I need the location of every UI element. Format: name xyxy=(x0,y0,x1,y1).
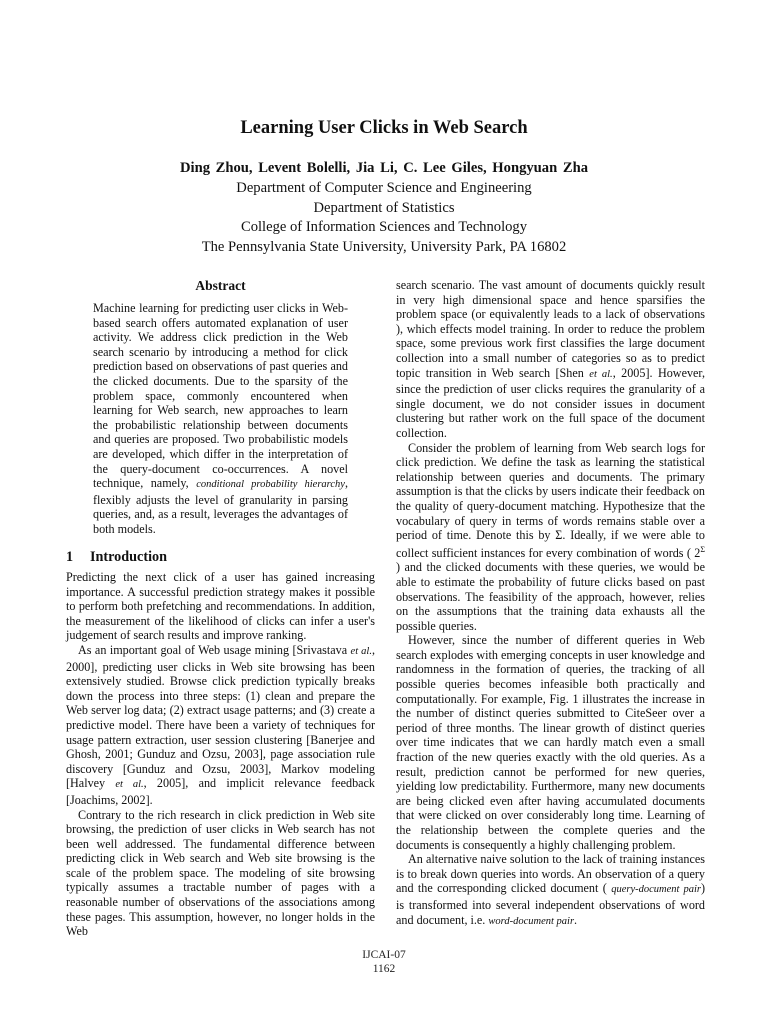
author-block xyxy=(0,159,768,258)
affiliation-line: Department of Statistics xyxy=(313,199,455,216)
text-run: As an important goal of Web usage mining [Srivastava xyxy=(78,642,351,657)
term-word-document-pair: word-document pair xyxy=(488,915,575,927)
text-run: . xyxy=(574,912,578,927)
venue-label: IJCAI-07 xyxy=(362,949,406,961)
abstract-text: Machine learning for predicting user clicks in Web-based search offers automated explanation of user activity. We address click prediction in the Web search scenario by introducing a method for click prediction based on observations of past queries and the clicked documents. Due to the sparsity of the problem space, commonly encountered when learning for Web search, new approaches to learn the probabilistic relationship between documents and queries are proposed. Two probabilistic models are developed, which differ in the interpretation of the query-document co-occurrences. A novel technique, namely, xyxy=(93,301,348,491)
right-column xyxy=(396,278,705,929)
paragraph: Contrary to the rich research in click prediction in Web site browsing, the prediction of user clicks in Web search has not been well addressed. The fundamental difference between predicting click in Web search and Web site browsing is the scale of the problem space. The modeling of site browsing typically assumes a tractable number of pages with a reasonable number of observations of the associations among these pages. This assumption, however, no longer holds in the Web xyxy=(66,807,375,939)
citation-etal: et al. xyxy=(115,779,144,791)
paragraph: However, since the number of different queries in Web search explodes with emerging concepts in user knowledge and randomness in the formation of queries, the tracking of all possible queries becomes infeasible both practically and computationally. For example, Fig. 1 illustrates the increase in the number of distinct queries submitted to CiteSeer over a period of three months. The linear growth of distinct queries over time indicates that we can hardly match even a small fraction of the new queries exactly with the old queries. As a result, prediction cannot be performed for new queries, yielding low predictability. Furthermore, many new documents are being clicked even after having accumulated documents that were clicked on over considerably long time. Learning of the relationship between the complete queries and the documents is consequently a highly challenging problem. xyxy=(396,633,705,852)
text-run: search scenario. The vast amount of documents quickly result in very high dimensional space and hence sparsifies the problem space (or equivalently leads to a lack of observations ), which effects model training. In order to reduce the problem space, some previous work first classifies the large document collection into a small number of categories so as to predict topic transition in Web search [Shen xyxy=(396,278,705,380)
paragraph xyxy=(396,441,705,634)
section-title: Introduction xyxy=(90,549,167,565)
affiliation-line: Department of Computer Science and Engineering xyxy=(236,179,532,196)
author-names: Ding Zhou, Levent Bolelli, Jia Li, C. Lee Giles, Hongyuan Zha xyxy=(179,160,588,176)
affiliation-line: The Pennsylvania State University, University Park, PA 16802 xyxy=(201,239,567,256)
text-run: , 2005]. However, since the prediction of user clicks requires the granularity of a single document, we do not consider issues in document clustering but rather work on the full space of the document collection. xyxy=(396,365,706,440)
text-run: , 2000], predicting user clicks in Web site browsing has been extensively studied. Browse click prediction typically breaks down the process into three steps: (1) clean and prepare the Web server log data; (2) extract usage patterns; and (3) create a predictive model. There have been a variety of techniques for usage pattern extraction, user session clustering [Banerjee and Ghosh, 2001; Gunduz and Ozsu, 2003], page association rule discovery [Gunduz and Ozsu, 2003], Markov modeling [Halvey xyxy=(66,642,375,791)
abstract-term: conditional probability hierarchy xyxy=(196,479,345,491)
paragraph xyxy=(396,278,705,441)
text-run: Consider the problem of learning from Web search logs for click prediction. We define the task as learning the statistical relationship between queries and documents. The primary assumption is that the clicks by users indicate their feedback on the quality of query-document matching. Hypothesize that the vocabulary of query in terms of words remains stable over a period of time. Denote this by Σ. Ideally, if we were able to collect sufficient instances for every combination of words ( 2 xyxy=(396,440,705,560)
affiliation-line: College of Information Sciences and Technology xyxy=(240,219,528,236)
section-number: 1 xyxy=(66,549,74,565)
paragraph: Predicting the next click of a user has gained increasing importance. A successful prediction strategy makes it possible to perform both prefetching and recommendations. In addition, the measurement of the likelihood of clicks can infer a user's judgement of search results and improve ranking. xyxy=(66,570,375,643)
page-footer xyxy=(0,949,768,976)
text-run: ) is transformed into several independent observations of word and document, i.e. xyxy=(396,881,705,927)
citation-etal: et al. xyxy=(350,645,372,657)
abstract-text: , flexibly adjusts the level of granularity in parsing queries, and, as a result, leverages the advantages of both models. xyxy=(93,476,348,536)
page-number: 1162 xyxy=(372,962,396,975)
paragraph xyxy=(66,643,375,808)
abstract-heading: Abstract xyxy=(195,278,246,293)
sigma-superscript: Σ xyxy=(700,544,705,554)
paper-title: Learning User Clicks in Web Search xyxy=(240,118,528,138)
paragraph xyxy=(396,852,705,929)
citation-etal: et al. xyxy=(589,368,613,380)
text-run: An alternative naive solution to the lack of training instances is to break down queries into words. An observation of a query and the corresponding clicked document ( xyxy=(396,852,705,896)
intro-column xyxy=(66,570,375,939)
text-run: ) and the clicked documents with these queries, we would be able to estimate the probability of future clicks based on past observations. The feasibility of the approach, however, relies on the assumptions that the training data exhausts all the possible queries. xyxy=(396,560,705,633)
text-run: , 2005], and implicit relevance feedback [Joachims, 2002]. xyxy=(66,776,375,807)
abstract-body xyxy=(93,301,348,537)
section-heading xyxy=(66,549,167,566)
term-query-document-pair: query-document pair xyxy=(611,884,701,896)
